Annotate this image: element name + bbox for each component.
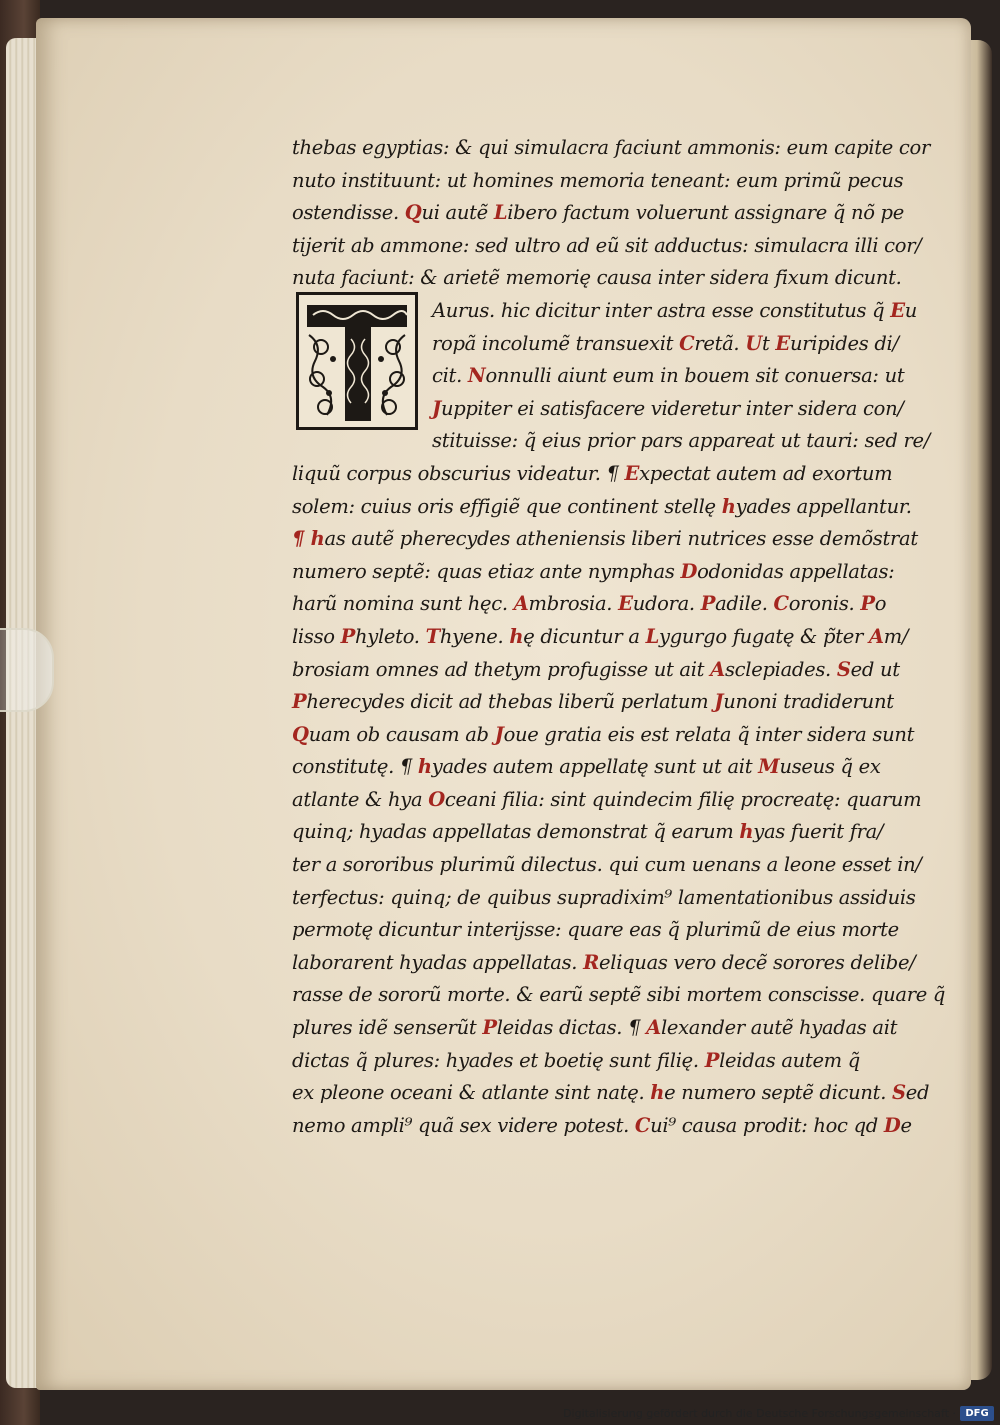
text-segment: ter a sororibus plurimũ dilectus. qui cum uenans a leone esset in/ bbox=[292, 853, 922, 877]
text-line bbox=[292, 458, 910, 491]
rubric-letter: Q bbox=[292, 722, 309, 746]
rubric-letter: D bbox=[883, 1113, 901, 1137]
text-segment: ygurgo fugatę & p̃ter bbox=[659, 624, 869, 648]
text-line bbox=[292, 686, 910, 719]
text-segment: oronis. bbox=[788, 592, 861, 616]
text-segment: cit. bbox=[432, 364, 468, 388]
text-segment: u bbox=[904, 298, 918, 322]
text-line bbox=[292, 295, 918, 328]
text-segment: yades appellantur. bbox=[735, 494, 912, 518]
text-segment: herecydes dicit ad thebas liberũ perlatum bbox=[306, 690, 715, 714]
text-segment: adile. bbox=[715, 592, 774, 616]
text-segment: nemo ampli⁹ quã sex videre potest. bbox=[292, 1113, 635, 1137]
text-segment: as autẽ pherecydes atheniensis liberi nutrices esse demõstrat bbox=[324, 527, 918, 551]
text-line bbox=[292, 1045, 910, 1078]
rubric-letter: M bbox=[758, 755, 780, 779]
text-line bbox=[292, 523, 918, 556]
text-segment: leidas dictas. ¶ bbox=[496, 1016, 647, 1040]
rubric-letter: A bbox=[513, 592, 529, 616]
text-segment: oue gratia eis est relata q̃ inter sidera sunt bbox=[503, 722, 915, 746]
text-segment: ui⁹ causa prodit: hoc qd bbox=[650, 1113, 884, 1137]
text-line bbox=[292, 751, 910, 784]
text-line bbox=[292, 360, 910, 393]
rubric-letter: R bbox=[583, 950, 600, 974]
rubric-letter: E bbox=[618, 592, 633, 616]
text-line bbox=[292, 979, 946, 1012]
text-line bbox=[292, 1077, 930, 1110]
text-segment: solem: cuius oris effigiẽ que continent stellę bbox=[292, 494, 722, 518]
text-line bbox=[292, 719, 915, 752]
rubric-letter: E bbox=[775, 331, 790, 355]
text-segment: leidas autem q̃ bbox=[719, 1048, 860, 1072]
text-segment: Aurus. hic dicitur inter astra esse constitutus q̃ bbox=[432, 298, 891, 322]
text-segment: ostendisse. bbox=[292, 201, 405, 225]
text-segment: ed ut bbox=[850, 657, 900, 681]
text-segment: uppiter ei satisfacere videretur inter sidera con/ bbox=[440, 396, 904, 420]
digitization-footer bbox=[0, 1404, 1000, 1425]
rubric-letter: ¶ bbox=[292, 527, 311, 551]
rubric-letter: L bbox=[493, 201, 508, 225]
rubric-letter: h bbox=[650, 1081, 665, 1105]
text-segment: ropã incolumẽ transuexit bbox=[432, 331, 680, 355]
rubric-letter: L bbox=[645, 624, 659, 648]
rubric-letter: J bbox=[432, 396, 441, 420]
text-line bbox=[292, 1012, 910, 1045]
text-line bbox=[292, 556, 910, 589]
footer-credit: Digitalisierung gefördert durch die Deutsche Forschungsgemeinschaft · bbox=[563, 1407, 956, 1420]
text-segment: xpectat autem ad exortum bbox=[639, 461, 893, 485]
rubric-letter: C bbox=[634, 1113, 651, 1137]
rubric-letter: T bbox=[425, 624, 440, 648]
text-line bbox=[292, 588, 910, 621]
text-segment: ex pleone oceani & atlante sint natę. bbox=[292, 1081, 651, 1105]
rubric-letter: J bbox=[494, 722, 504, 746]
text-segment: o bbox=[874, 592, 887, 616]
text-segment: ę dicuntur a bbox=[523, 624, 646, 648]
text-line bbox=[292, 230, 922, 263]
text-segment: dictas q̃ plures: hyades et boetię sunt filię. bbox=[292, 1048, 705, 1072]
rubric-letter: C bbox=[679, 331, 695, 355]
text-line bbox=[292, 328, 910, 361]
rubric-letter: O bbox=[428, 787, 445, 811]
rubric-letter: P bbox=[700, 592, 716, 616]
printed-text-block bbox=[292, 132, 946, 1142]
text-line bbox=[292, 1110, 910, 1143]
text-line bbox=[292, 425, 931, 458]
text-segment: laborarent hyadas appellatas. bbox=[292, 950, 584, 974]
text-line bbox=[292, 849, 922, 882]
text-segment: nuta faciunt: & arietẽ memorię causa inter sidera fixum dicunt. bbox=[292, 266, 902, 290]
text-line bbox=[292, 491, 910, 524]
text-segment: lexander autẽ hyadas ait bbox=[660, 1016, 898, 1040]
rubric-letter: P bbox=[340, 624, 356, 648]
text-segment: e bbox=[900, 1113, 912, 1137]
text-segment: thebas egyptias: & qui simulacra faciunt ammonis: eum capite cor bbox=[292, 136, 930, 159]
text-segment: hyene. bbox=[439, 624, 510, 648]
text-segment: udora. bbox=[632, 592, 701, 616]
text-segment: lisso bbox=[292, 624, 341, 648]
text-segment: sclepiades. bbox=[724, 657, 837, 681]
text-segment: onnulli aiunt eum in bouem sit conuersa: ut bbox=[485, 364, 905, 388]
rubric-letter: h bbox=[739, 820, 754, 844]
rubric-letter: P bbox=[292, 690, 307, 714]
rubric-letter: Q bbox=[404, 201, 422, 225]
rubric-letter: h bbox=[310, 527, 325, 551]
text-segment: odonidas appellatas: bbox=[697, 559, 895, 583]
text-line bbox=[292, 621, 910, 654]
text-segment: permotę dicuntur interijsse: quare eas q̃ plurimũ de eius morte bbox=[292, 918, 899, 942]
text-segment: numero septẽ: quas etiaz ante nymphas bbox=[292, 559, 681, 583]
rubric-letter: h bbox=[417, 755, 432, 779]
text-segment: nuto instituunt: ut homines memoria teneant: eum primũ pecus bbox=[292, 168, 904, 192]
dfg-logo: DFG bbox=[960, 1406, 994, 1421]
text-segment: e numero septẽ dicunt. bbox=[664, 1081, 892, 1105]
text-line bbox=[292, 165, 910, 198]
text-line bbox=[292, 784, 922, 817]
text-segment: ibero factum voluerunt assignare q̃ nõ pe bbox=[507, 201, 904, 225]
text-segment: harũ nomina sunt hęc. bbox=[292, 592, 514, 616]
rubric-letter: P bbox=[860, 592, 875, 616]
text-line bbox=[292, 947, 916, 980]
text-segment: hyleto. bbox=[355, 624, 426, 648]
text-line bbox=[292, 914, 910, 947]
rubric-letter: N bbox=[467, 364, 486, 388]
text-line bbox=[292, 393, 910, 426]
rubric-letter: S bbox=[836, 657, 851, 681]
text-segment: constitutę. ¶ bbox=[292, 755, 418, 779]
text-segment: t bbox=[761, 331, 776, 355]
text-segment: stituisse: q̃ eius prior pars appareat ut tauri: sed re/ bbox=[432, 429, 931, 453]
rubric-letter: E bbox=[624, 461, 640, 485]
text-segment: yades autem appellatę sunt ut ait bbox=[431, 755, 759, 779]
text-segment: mbrosia. bbox=[528, 592, 619, 616]
text-segment: unoni tradiderunt bbox=[723, 690, 894, 714]
rubric-letter: h bbox=[721, 494, 736, 518]
text-segment: uam ob causam ab bbox=[308, 722, 495, 746]
text-segment: tijerit ab ammone: sed ultro ad eũ sit adductus: simulacra illi cor/ bbox=[292, 233, 922, 257]
text-line bbox=[292, 262, 910, 295]
text-line bbox=[292, 882, 916, 915]
text-segment: eliquas vero decẽ sorores delibe/ bbox=[599, 950, 916, 974]
text-line bbox=[292, 132, 930, 165]
text-segment: ceani filia: sint quindecim filię procreatę: quarum bbox=[444, 787, 922, 811]
rubric-letter: A bbox=[868, 624, 884, 648]
rubric-letter: P bbox=[482, 1016, 497, 1040]
rubric-letter: D bbox=[680, 559, 698, 583]
text-segment: liquũ corpus obscurius videatur. ¶ bbox=[292, 461, 625, 485]
rubric-letter: A bbox=[710, 657, 725, 681]
text-segment: yas fuerit fra/ bbox=[753, 820, 884, 844]
text-segment: atlante & hya bbox=[292, 787, 429, 811]
text-segment: m/ bbox=[883, 624, 909, 648]
text-segment: brosiam omnes ad thetym profugisse ut ait bbox=[292, 657, 711, 681]
rubric-letter: U bbox=[745, 331, 762, 355]
text-line bbox=[292, 197, 910, 230]
text-segment: ed bbox=[905, 1081, 930, 1105]
text-line bbox=[292, 816, 910, 849]
rubric-letter: h bbox=[509, 624, 524, 648]
page-clip bbox=[0, 628, 54, 712]
rubric-letter: A bbox=[646, 1016, 661, 1040]
text-segment: retã. bbox=[694, 331, 746, 355]
rubric-letter: E bbox=[890, 298, 905, 322]
text-segment: ui autẽ bbox=[421, 201, 494, 225]
text-line bbox=[292, 654, 910, 687]
text-segment: terfectus: quinq; de quibus supradixim⁹ lamentationibus assiduis bbox=[292, 885, 916, 909]
text-segment: plures idẽ senserũt bbox=[292, 1016, 483, 1040]
text-segment: rasse de sororũ morte. & earũ septẽ sibi mortem conscisse. quare q̃ bbox=[292, 983, 946, 1007]
rubric-letter: S bbox=[892, 1081, 906, 1105]
rubric-letter: C bbox=[773, 592, 789, 616]
rubric-letter: J bbox=[714, 690, 724, 714]
text-segment: quinq; hyadas appellatas demonstrat q̃ earum bbox=[292, 820, 740, 844]
rubric-letter: P bbox=[704, 1048, 720, 1072]
text-segment: useus q̃ ex bbox=[779, 755, 881, 779]
text-segment: uripides di/ bbox=[789, 331, 899, 355]
